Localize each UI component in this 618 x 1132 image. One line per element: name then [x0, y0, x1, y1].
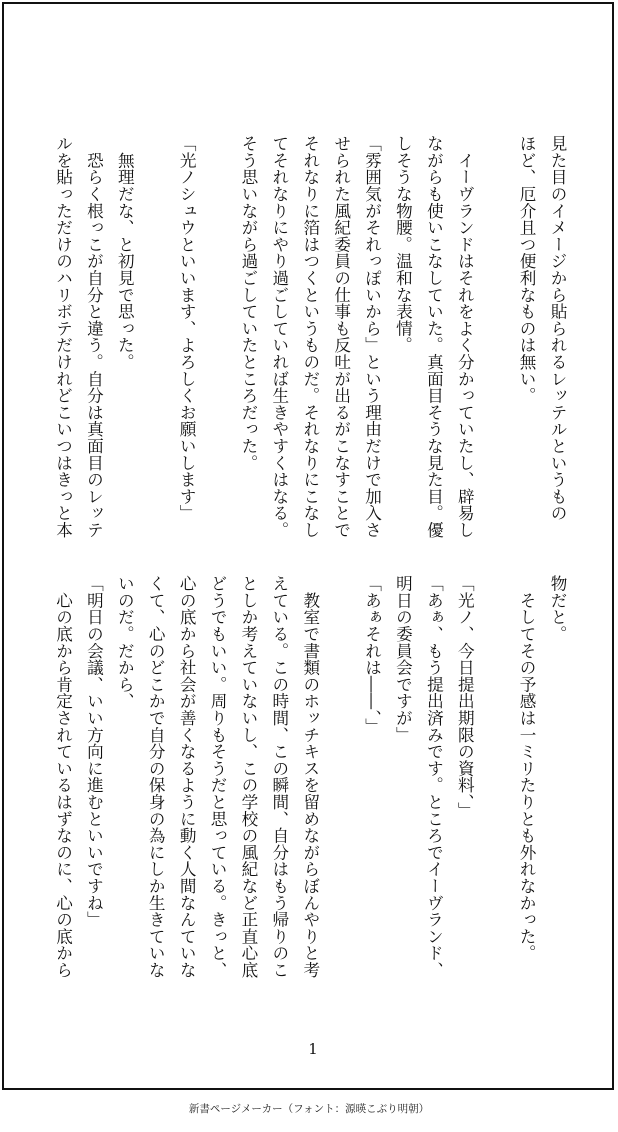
- page-number: 1: [308, 1040, 318, 1058]
- body-text-lower-block: 物だと。 そしてその予感は一ミリたりとも外れなかった。 「光ノ、今日提出期限の資料、」 「あぁ、もう提出済みです。ところでイーヴランド、 明日の委員会ですが」 「あぁそれは――、」 教室で書類のホッチキスを留めながらぼんやりと考 えている。この時間、この瞬間、自分はもう帰りのこ としか考えていないし、この学校の風紀など正直心底 どうでもいい。周りもそうだと思っている。きっと、 心の底から社会が善くなるように動く人間なんていな くて、心のどこかで自分の保身の為にしか生きていな いのだ。だから、 「明日の会議、いい方向に進むといいですね」 心の底から肯定されているはずなのに、心の底から: [53, 575, 567, 979]
- page-frame: [2, 2, 614, 1090]
- body-text-upper-block: 見た目のイメージから貼られるレッテルというもの ほど、厄介且つ便利なものは無い。 イーヴランドはそれをよく分かっていたし、辟易し ながらも使いこなしていた。真面目そうな見た目。優 しそうな物腰。温和な表情。 「雰囲気がそれっぽいから」という理由だけで加入さ せられた風紀委員の仕事も反吐が出るがこなすことで それなりに箔はつくというものだ。それなりにこなし てそれなりにやり過ごしていれば生きやすくはなる。 そう思いながら過ごしていたところだった。 「光ノシュウといいます、よろしくお願いします」 無理だな、と初見で思った。 恐らく根っこが自分と違う。自分は真面目のレッテ ルを貼っただけのハリボテだけれどこいつはきっと本: [53, 135, 567, 539]
- footer-credit: 新書ページメーカー（フォント：源暎こぶり明朝）: [188, 1103, 430, 1115]
